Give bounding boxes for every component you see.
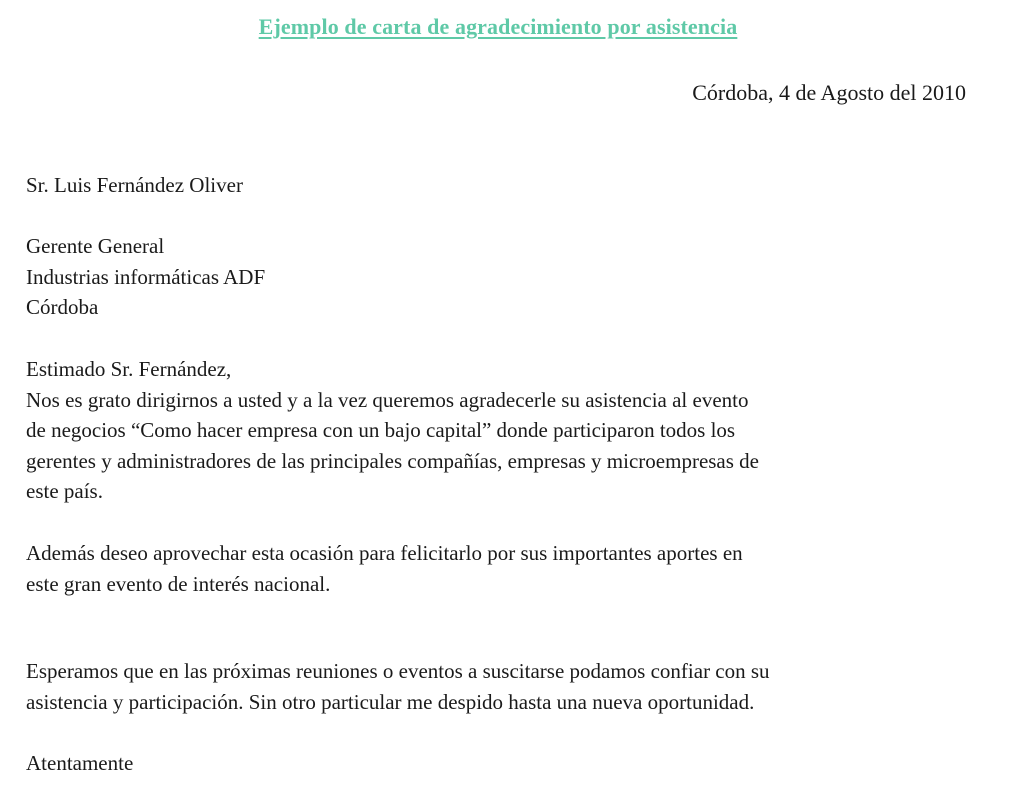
greeting-and-paragraph-1 [26, 354, 986, 507]
paragraph-2-line: Además deseo aprovechar esta ocasión para felicitarlo por sus importantes aportes en [26, 541, 743, 565]
recipient-company: Industrias informáticas ADF [26, 264, 266, 289]
letter-title[interactable]: Ejemplo de carta de agradecimiento por asistencia [258, 14, 738, 39]
paragraph-3 [26, 656, 986, 717]
paragraph-2-line: este gran evento de interés nacional. [26, 571, 331, 596]
recipient-city: Córdoba [26, 295, 99, 319]
closing: Atentamente [26, 751, 134, 775]
paragraph-1-line: gerentes y administradores de las principales compañías, empresas y microempresas de [26, 448, 760, 473]
recipient-name: Sr. Luis Fernández Oliver [26, 173, 243, 197]
greeting: Estimado Sr. Fernández, [26, 357, 232, 381]
paragraph-3-line: asistencia y participación. Sin otro particular me despido hasta una nueva oportunidad. [26, 689, 755, 714]
paragraph-3-line: Esperamos que en las próximas reuniones o eventos a suscitarse podamos confiar con su [26, 659, 770, 683]
paragraph-1-line: este país. [26, 479, 103, 503]
paragraph-1-line: Nos es grato dirigirnos a usted y a la vez queremos agradecerle su asistencia al evento [26, 387, 749, 412]
closing-block [26, 748, 986, 779]
letter-date: Córdoba, 4 de Agosto del 2010 [692, 80, 966, 105]
recipient-position: Gerente General [26, 234, 165, 258]
paragraph-2 [26, 538, 986, 599]
recipient-name-block [26, 170, 986, 201]
recipient-address-block [26, 231, 986, 323]
paragraph-1-line: de negocios “Como hacer empresa con un bajo capital” donde participaron todos los [26, 418, 736, 442]
